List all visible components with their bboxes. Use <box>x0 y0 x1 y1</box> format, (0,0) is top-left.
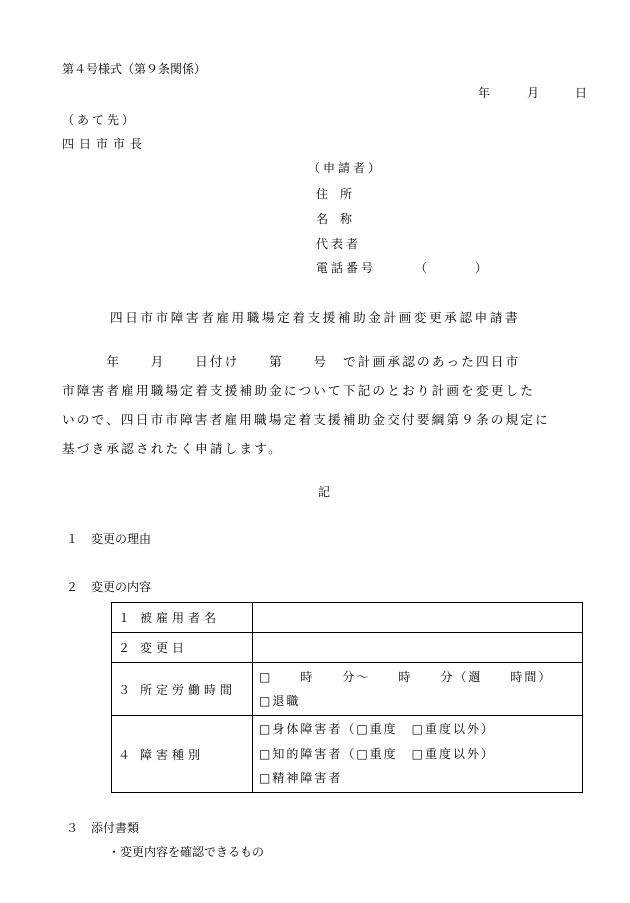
body-paragraph <box>62 347 592 463</box>
addressee: 四日市市長 <box>62 137 148 151</box>
body-line: いので、四日市市障害者雇用職場定着支援補助金交付要綱第９条の規定に <box>62 412 550 427</box>
table-row <box>112 603 583 633</box>
body-line: 市障害者雇用職場定着支援補助金について下記のとおり計画を変更した <box>62 383 536 398</box>
physical-disability-option[interactable]: □身体障害者（□重度 □重度以外） <box>259 722 496 737</box>
row-value-working-hours[interactable] <box>253 663 583 716</box>
row-value-employee-name[interactable] <box>253 603 583 633</box>
applicant-address: 住 所 <box>316 187 353 201</box>
row-label-working-hours: ３ 所定労働時間 <box>112 663 253 716</box>
attachment-item: ・変更内容を確認できるもの <box>108 845 265 859</box>
applicant-header: （申請者） <box>308 161 384 175</box>
date-month: 月 <box>527 86 540 100</box>
applicant-representative: 代表者 <box>316 237 362 251</box>
section1-label: 変更の理由 <box>91 532 152 546</box>
intellectual-disability-option[interactable]: □知的障害者（□重度 □重度以外） <box>259 746 496 761</box>
section2-label: 変更の内容 <box>91 580 152 594</box>
addressee-label: （あて先） <box>62 113 138 127</box>
document-title: 四日市市障害者雇用職場定着支援補助金計画変更承認申請書 <box>110 310 521 325</box>
row-label-employee-name: １ 被雇用者名 <box>112 603 253 633</box>
date-day: 日 <box>575 86 588 100</box>
date-year: 年 <box>478 86 491 100</box>
form-id: 第４号様式（第９条関係） <box>62 62 207 76</box>
table-row <box>112 716 583 793</box>
table-row <box>112 663 583 716</box>
working-hours-option[interactable]: □ 時 分～ 時 分（週 時間） <box>259 669 553 684</box>
section2-number: ２ <box>66 580 79 594</box>
ki-heading: 記 <box>318 485 331 499</box>
row-label-disability-type: ４ 障害種別 <box>112 716 253 793</box>
body-line: 年 月 日付け 第 号 で計画承認のあった四日市 <box>62 354 521 369</box>
row-label-change-date: ２ 変更日 <box>112 633 253 663</box>
body-line: 基づき承認されたく申請します。 <box>62 441 283 456</box>
row-value-disability-type[interactable] <box>253 716 583 793</box>
mental-disability-option[interactable]: □精神障害者 <box>259 771 343 786</box>
row-value-change-date[interactable] <box>253 633 583 663</box>
section3-label: 添付書類 <box>91 821 140 835</box>
table-row <box>112 633 583 663</box>
change-content-table <box>111 602 583 793</box>
date-line <box>0 86 630 100</box>
retirement-option[interactable]: □退職 <box>259 694 301 708</box>
applicant-name: 名 称 <box>316 212 353 226</box>
section3-number: ３ <box>66 821 79 835</box>
applicant-phone: 電話番号 （ ） <box>316 261 491 275</box>
section1-number: １ <box>66 532 79 546</box>
